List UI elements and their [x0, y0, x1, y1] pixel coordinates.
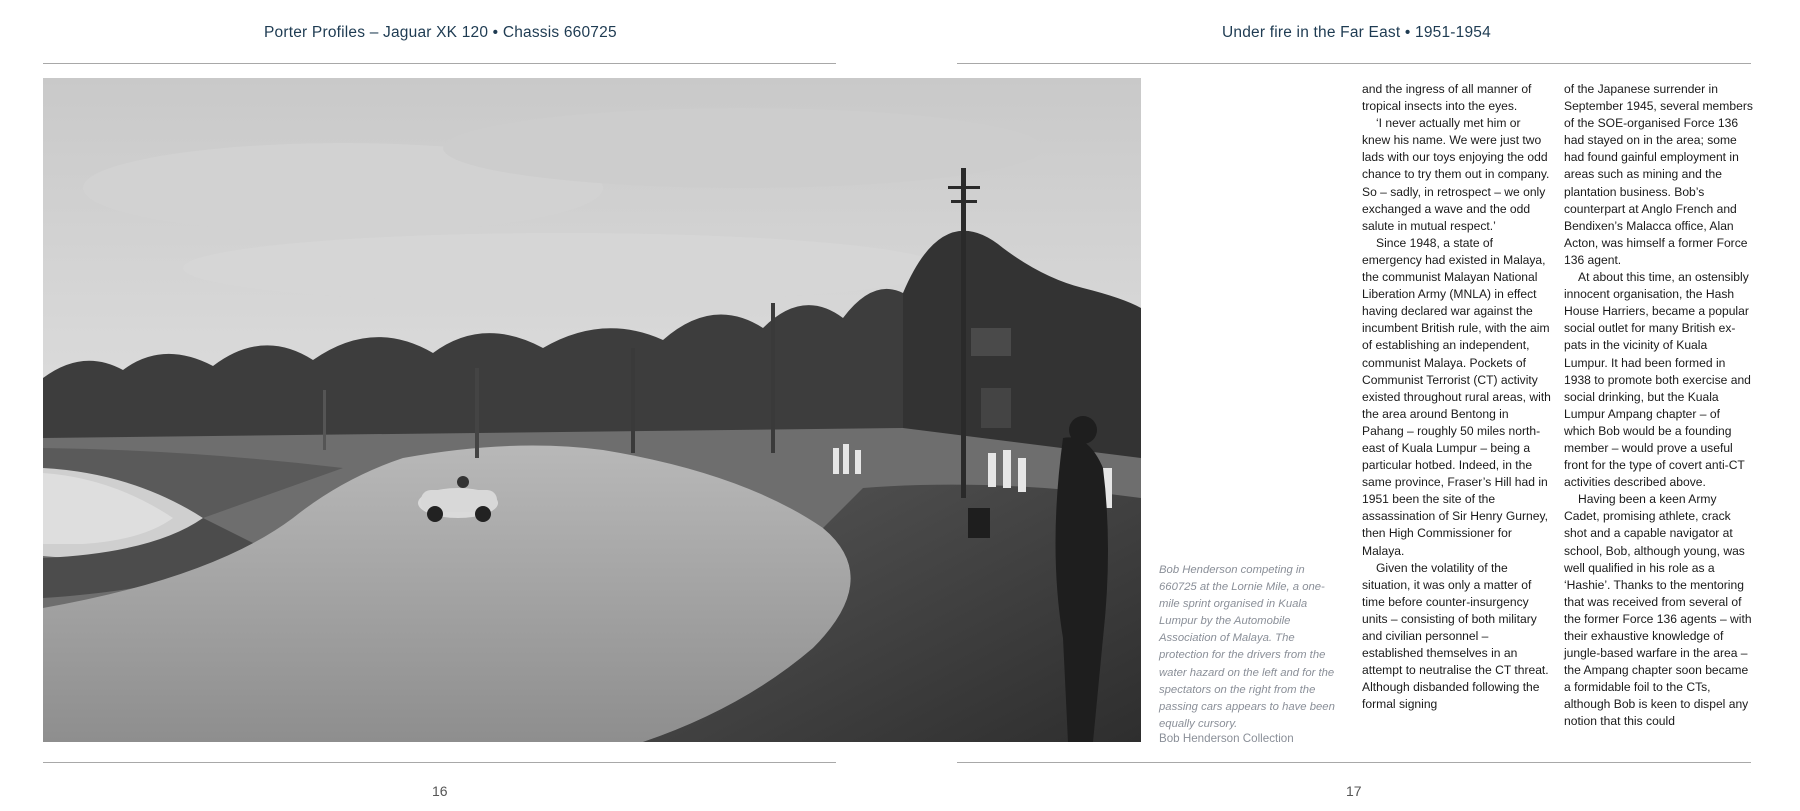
body-paragraph: ‘I never actually met him or knew his name. We were just two lads with our toys enjoying the odd chance to try them out in company. So – sadly, in retrospect – we only exchanged a wave and the odd salute in mutual respect.’	[1362, 116, 1550, 233]
race-photograph	[43, 78, 1141, 742]
right-top-rule	[957, 63, 1751, 64]
left-running-head: Porter Profiles – Jaguar XK 120 • Chassis 660725	[264, 24, 617, 41]
body-column-2	[1564, 81, 1754, 731]
body-paragraph: Given the volatility of the situation, it was only a matter of time before counter-insurgency units – consisting of both military and civilian personnel – established themselves in an attempt to neutralise the CT threat. Although disbanded following the formal signing	[1362, 560, 1549, 712]
body-paragraph: At about this time, an ostensibly innocent organisation, the Hash House Harriers, became a popular social outlet for many British ex-pats in the vicinity of Kuala Lumpur. It had been formed in 1938 to promote both exercise and social drinking, but the Kuala Lumpur Ampang chapter – of which Bob would be a founding member – would prove a useful front for the type of covert anti-CT activities described above.	[1564, 270, 1751, 490]
body-paragraph: of the Japanese surrender in September 1945, several members of the SOE-organised Force 136 had stayed on in the area; some had found gainful employment in areas such as mining and the plantation business. Bob’s counterpart at Anglo French and Bendixen’s Malacca office, Alan Acton, was himself a former Force 136 agent.	[1564, 82, 1753, 267]
photo-caption: Bob Henderson competing in 660725 at the Lornie Mile, a one-mile sprint organised in Kuala Lumpur by the Automobile Association of Malaya. The protection for the drivers from the water hazard on the left and for the spectators on the right from the passing cars appears to have been equally cursory.	[1159, 564, 1335, 730]
race-photograph-image	[43, 78, 1141, 742]
body-column-1	[1362, 81, 1552, 713]
right-bottom-rule	[957, 762, 1751, 763]
body-paragraph: and the ingress of all manner of tropical insects into the eyes.	[1362, 82, 1532, 114]
photo-credit: Bob Henderson Collection	[1159, 732, 1294, 745]
right-running-head: Under fire in the Far East • 1951-1954	[1222, 24, 1491, 41]
right-page-number: 17	[1346, 783, 1362, 799]
left-top-rule	[43, 63, 836, 64]
body-paragraph: Having been a keen Army Cadet, promising athlete, crack shot and a capable navigator at school, Bob, although young, was well qualified in his role as a ‘Hashie’. Thanks to the mentoring that was received from several of the former Force 136 agents – with their exhaustive knowledge of jungle-based warfare in the area – the Ampang chapter soon became a formidable foil to the CTs, although Bob is keen to dispel any notion that this could	[1564, 492, 1752, 729]
body-paragraph: Since 1948, a state of emergency had existed in Malaya, the communist Malayan National Liberation Army (MNLA) in effect having declared war against the incumbent British rule, with the aim of establishing an independent, communist Malaya. Pockets of Communist Terrorist (CT) activity existed throughout rural areas, with the area around Bentong in Pahang – roughly 50 miles north-east of Kuala Lumpur – being a particular hotbed. Indeed, in the same province, Fraser’s Hill had in 1951 been the site of the assassination of Sir Henry Gurney, then High Commissioner for Malaya.	[1362, 235, 1551, 558]
left-page-number: 16	[432, 783, 448, 799]
left-bottom-rule	[43, 762, 836, 763]
